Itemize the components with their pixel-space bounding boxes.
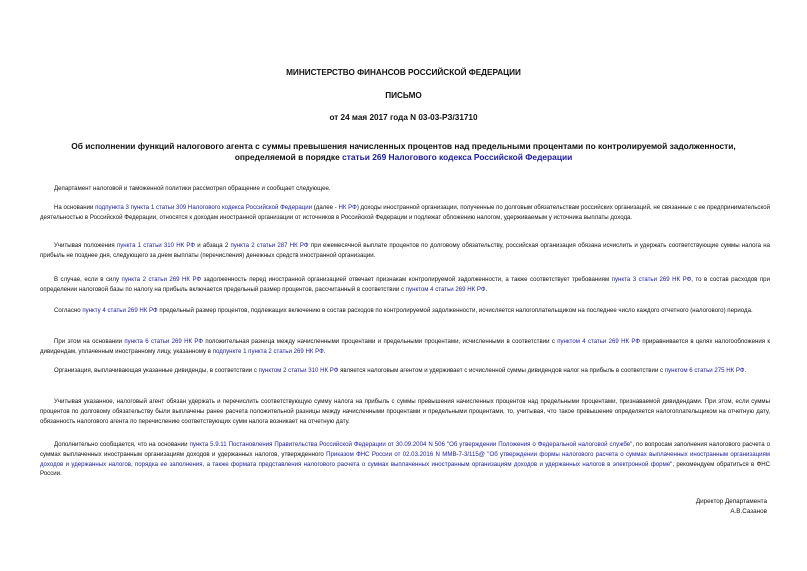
legal-reference-link[interactable]: подпункте 1 пункта 2 статьи 269 НК РФ (212, 347, 324, 355)
paragraph-text: При этом на основании (54, 338, 125, 345)
paragraph-text: и абзаца 2 (195, 242, 231, 249)
paragraph (40, 241, 770, 261)
paragraph (40, 306, 770, 316)
legal-reference-link[interactable]: пункта 3 статьи 269 НК РФ (611, 276, 692, 283)
signatory-position: Директор Департамента (695, 498, 767, 505)
paragraph (40, 203, 770, 223)
document-type: ПИСЬМО (385, 91, 422, 100)
paragraph-text: Департамент налоговой и таможенной политики рассмотрел обращение и сообщает следующее. (54, 185, 331, 192)
paragraph-text: В случае, если в силу (54, 276, 122, 283)
paragraph (40, 397, 770, 426)
legal-reference-link[interactable]: подпункта 3 пункта 1 статьи 309 Налогового кодекса Российской Федерации (95, 204, 313, 211)
legal-reference-link[interactable]: пунктом 2 статьи 310 НК РФ (258, 367, 339, 374)
paragraph-text: приравнивается в целях налогообложения к дивидендам, уплаченным иностранному лицу, указанному в (40, 338, 770, 355)
paragraph-text: при ежемесячной выплате процентов по долговому обязательству, российская организация обязана исчислить и удержать соответствующие суммы налога на прибыль не позднее дня, следующего за днем выплаты (перечисления) денежных средств иностранной организации. (40, 242, 770, 259)
document-title (40, 141, 767, 163)
legal-reference-link[interactable]: пунктом 4 статьи 269 НК РФ (405, 285, 486, 293)
legal-reference-link[interactable]: пункта 2 статьи 287 НК РФ (230, 242, 309, 249)
paragraph-text: . (485, 285, 488, 293)
paragraph-text: предельный размер процентов, подлежащих включению в состав расходов по контролируемой задолженности, исчисляется налогоплательщиком на последнее число каждого отчетного (налогового) периода. (157, 307, 753, 314)
legal-reference-link[interactable]: пункта 5.9.11 Постановления Правительства Российской Федерации от 30.09.2004 N 506 "Об утверждении Положения о Федеральной налоговой службе" (189, 441, 633, 448)
paragraph-text: Дополнительно сообщается, что на основании (54, 441, 190, 448)
paragraph-text: , рекомендуем обратиться в ФНС России. (40, 460, 770, 478)
signatory-name: А.В.Сазанов (730, 508, 767, 515)
legal-reference-link[interactable]: пункту 4 статьи 269 НК РФ (82, 307, 158, 314)
paragraph-text: , по вопросам заполнения налогового расчета о суммах выплаченных иностранным организациям доходов и удержанных налогов, утвержденного (40, 441, 770, 458)
paragraph-text: . (323, 347, 326, 355)
legal-reference-link[interactable]: пункта 2 статьи 269 НК РФ (121, 276, 202, 283)
paragraph (40, 337, 770, 357)
paragraph-text: Согласно (54, 307, 83, 314)
paragraph-text: Учитывая указанное, налоговый агент обязан удержать и перечислить соответствующую сумму налога на прибыль с суммы превышения начисленных процентов над предельными процентами, признаваемой дивидендами. При этом, если суммы процентов по долговому обязательству были выплачены ранее расчета положительной разницы между начисленными процентами и предельными процентами, то, учитывая, что такое превышение определяется налогоплательщиком на отчетную дату, обязанность налогового агента по перечислению соответствующих сумм налога возникает на отчетную дату. (40, 398, 770, 425)
legal-reference-link[interactable]: Приказом ФНС России от 02.03.2016 N ММВ-7-3/115@ "Об утверждении формы налогового расчета о суммах выплаченных иностранным организациям доходов и удержанных налогов, порядка ее заполнения, а также формата представления налогового расчета о суммах выплаченных иностранным организациям доходов и удержанных налогов в электронной форме" (40, 450, 770, 468)
paragraph-text: . (744, 367, 747, 374)
document-date-number: от 24 мая 2017 года N 03-03-РЗ/31710 (329, 113, 478, 122)
paragraph (40, 440, 770, 479)
legal-reference-link[interactable]: пункта 1 статьи 310 НК РФ (116, 242, 196, 249)
paragraph-text: является налоговым агентом и удерживает с исчисленной суммы дивидендов налог на прибыль в соответствии с (338, 367, 665, 374)
signature-block (696, 497, 767, 517)
ministry-heading: МИНИСТЕРСТВО ФИНАНСОВ РОССИЙСКОЙ ФЕДЕРАЦИИ (286, 68, 521, 77)
paragraph-text: задолженность перед иностранной организацией отвечает признакам контролируемой задолженности, а также соответствует требованиям (201, 276, 612, 283)
legal-reference-link[interactable]: пунктом 4 статьи 269 НК РФ (557, 338, 641, 345)
paragraph (40, 366, 770, 376)
paragraph (40, 275, 770, 295)
paragraph-text: Организация, выплачивающая указанные дивиденды, в соответствии с (54, 367, 259, 374)
legal-reference-link[interactable]: НК РФ (338, 204, 357, 211)
legal-reference-link[interactable]: пунктом 6 статьи 275 НК РФ (664, 367, 745, 374)
paragraph-text: положительная разница между начисленными процентами и предельными процентами, исчисленными в соответствии с (203, 338, 558, 345)
title-link-article-269[interactable]: статьи 269 Налогового кодекса Российской Федерации (342, 152, 573, 162)
paragraph-text: (далее - (312, 204, 339, 211)
legal-reference-link[interactable]: пункта 6 статьи 269 НК РФ (124, 338, 204, 345)
paragraph (40, 184, 770, 194)
paragraph-text: Учитывая положения (54, 242, 117, 249)
paragraph-text: На основании (54, 204, 96, 211)
paragraph-text: , то в состав расходов при определении налоговой базы по налогу на прибыль включается предельный размер процентов, рассчитанный в соответствии с (40, 276, 770, 293)
title-text: Об исполнении функций налогового агента с суммы превышения начисленных процентов над предельными процентами по контролируемой задолженности, определяемой в порядке (71, 141, 736, 162)
paragraph-text: ) доходы иностранной организации, полученные по долговым обязательствам российских организаций, не связанные с ее предпринимательской деятельностью в Российской Федерации, относятся к доходам иностранной организации от источников в Российской Федерации и подлежат обложению налогом, удерживаемым у источника выплаты дохода. (40, 204, 770, 221)
